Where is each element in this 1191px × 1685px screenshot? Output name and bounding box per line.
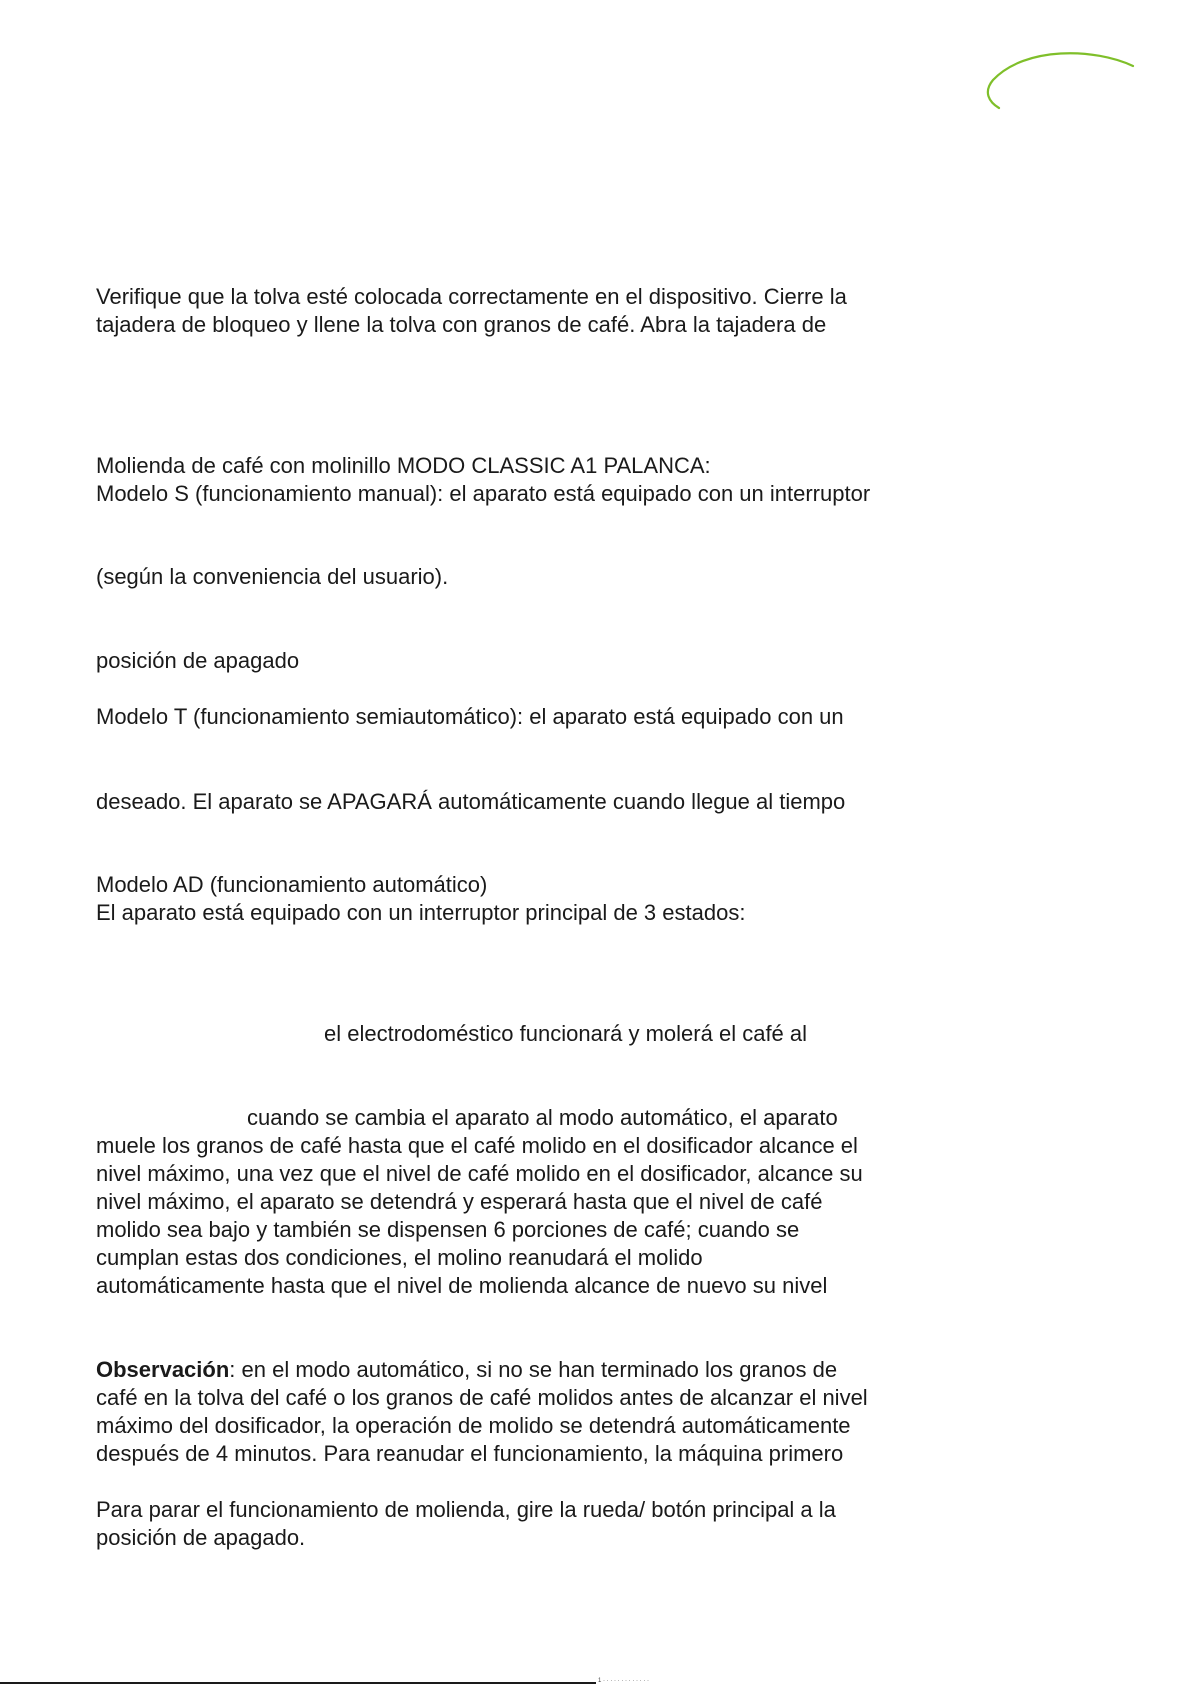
paragraph-line: cumplan estas dos condiciones, el molino reanudará el molido bbox=[96, 1245, 703, 1270]
brand-logo-arc bbox=[985, 50, 1135, 120]
paragraph-line: nivel máximo, una vez que el nivel de café molido en el dosificador, alcance su bbox=[96, 1161, 863, 1186]
paragraph-line: después de 4 minutos. Para reanudar el funcionamiento, la máquina primero bbox=[96, 1441, 844, 1466]
paragraph-line: café en la tolva del café o los granos de café molidos antes de alcanzar el nivel bbox=[96, 1385, 868, 1410]
paragraph-line: Modelo T (funcionamiento semiautomático): el aparato está equipado con un bbox=[96, 704, 844, 729]
footer-text: 1 · · · · · · · · · · · · · bbox=[598, 1678, 649, 1684]
observation-line bbox=[96, 1356, 837, 1384]
paragraph-line: deseado. El aparato se APAGARÁ automáticamente cuando llegue al tiempo bbox=[96, 789, 846, 814]
paragraph-line: el electrodoméstico funcionará y molerá el café al bbox=[324, 1021, 808, 1046]
paragraph-line: Modelo S (funcionamiento manual): el aparato está equipado con un interruptor bbox=[96, 481, 871, 506]
paragraph-line: Molienda de café con molinillo MODO CLASSIC A1 PALANCA: bbox=[96, 453, 711, 478]
paragraph-line: tajadera de bloqueo y llene la tolva con granos de café. Abra la tajadera de bbox=[96, 312, 827, 337]
footer-rule bbox=[0, 1682, 596, 1684]
paragraph-line: nivel máximo, el aparato se detendrá y esperará hasta que el nivel de café bbox=[96, 1189, 823, 1214]
paragraph-line: El aparato está equipado con un interruptor principal de 3 estados: bbox=[96, 900, 746, 925]
paragraph-line: máximo del dosificador, la operación de molido se detendrá automáticamente bbox=[96, 1413, 851, 1438]
paragraph-line: molido sea bajo y también se dispensen 6 porciones de café; cuando se bbox=[96, 1217, 800, 1242]
paragraph-line: cuando se cambia el aparato al modo automático, el aparato bbox=[247, 1105, 838, 1130]
paragraph-line: Verifique que la tolva esté colocada correctamente en el dispositivo. Cierre la bbox=[96, 284, 847, 309]
paragraph-line: posición de apagado. bbox=[96, 1525, 306, 1550]
paragraph-line: (según la conveniencia del usuario). bbox=[96, 564, 449, 589]
observation-text: : en el modo automático, si no se han terminado los granos de bbox=[229, 1357, 838, 1382]
paragraph-line: Modelo AD (funcionamiento automático) bbox=[96, 872, 488, 897]
paragraph-line: posición de apagado bbox=[96, 648, 300, 673]
paragraph-line: Para parar el funcionamiento de molienda, gire la rueda/ botón principal a la bbox=[96, 1497, 836, 1522]
paragraph-line: automáticamente hasta que el nivel de molienda alcance de nuevo su nivel bbox=[96, 1273, 828, 1298]
observation-label: Observación bbox=[96, 1357, 230, 1382]
paragraph-line: muele los granos de café hasta que el café molido en el dosificador alcance el bbox=[96, 1133, 858, 1158]
